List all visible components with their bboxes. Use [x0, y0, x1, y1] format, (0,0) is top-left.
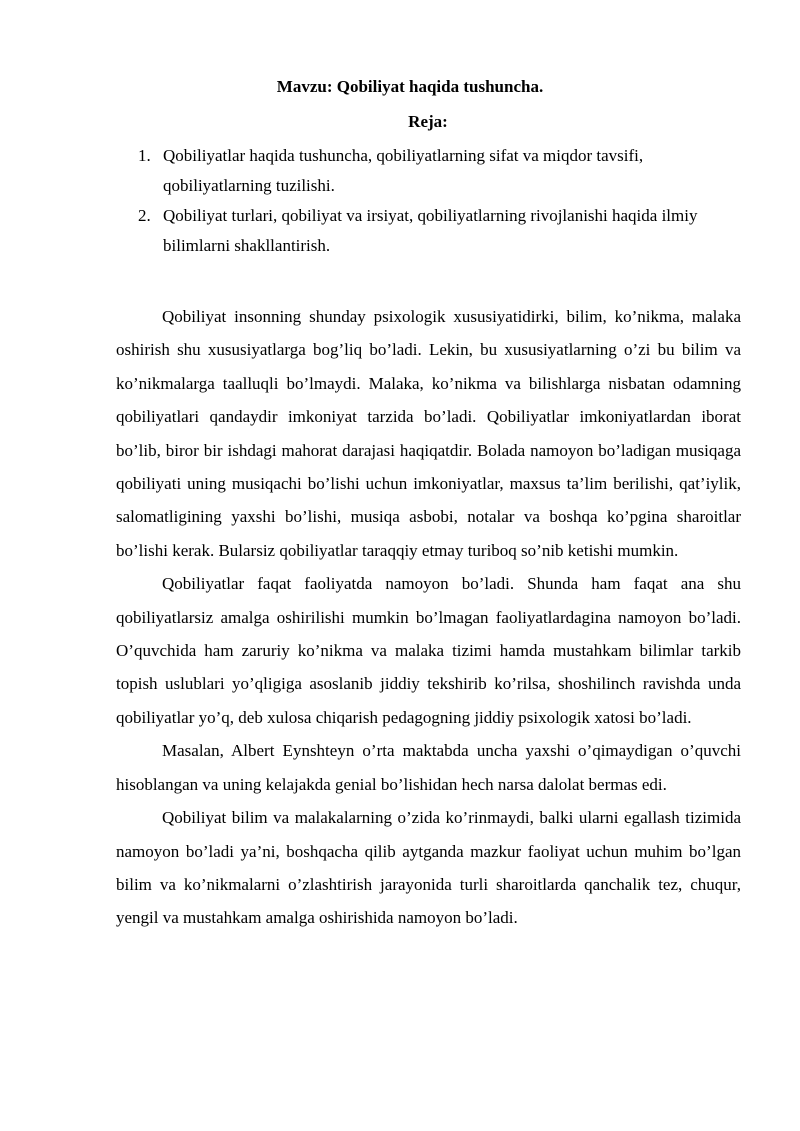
- document-title: Mavzu: Qobiliyat haqida tushuncha.: [276, 77, 544, 96]
- plan-item: [0, 201, 723, 261]
- plan-item-text: Qobiliyat turlari, qobiliyat va irsiyat, qobiliyatlarning rivojlanishi haqida ilmiy bilimlarni shakllantirish.: [163, 206, 698, 255]
- plan-heading: Reja:: [408, 112, 448, 131]
- plan-item-number: 2.: [138, 206, 151, 225]
- plan-item-text: Qobiliyatlar haqida tushuncha, qobiliyatlarning sifat va miqdor tavsifi, qobiliyatlarning tuzilishi.: [163, 146, 644, 195]
- body-paragraph: Qobiliyat insonning shunday psixologik xususiyatidirki, bilim, ko’nikma, malaka oshirish shu xususiyatlarga bog’liq bo’ladi. Lekin, bu xususiyatlarning o’zi bu bilim va ko’nikmalarga taalluqli bo’lmaydi. Malaka, ko’nikma va bilishlarga nisbatan odamning qobiliyatlari qandaydir imkoniyat tarzida bo’ladi. Qobiliyatlar imkoniyatlardan iborat bo’lib, biror bir ishdagi mahorat darajasi haqiqatdir. Bolada namoyon bo’ladigan musiqaga qobiliyati uning musiqachi bo’lishi uchun imkoniyatlar, maxsus ta’lim berilishi, qat’iylik, salomatligining yaxshi bo’lishi, musiqa asbobi, notalar va boshqa ko’pgina sharoitlar bo’lishi kerak. Bularsiz qobiliyatlar taraqqiy etmay turiboq so’nib ketishi mumkin.: [116, 307, 741, 560]
- body-paragraph: Qobiliyatlar faqat faoliyatda namoyon bo’ladi. Shunda ham faqat ana shu qobiliyatlarsiz amalga oshirilishi mumkin bo’lmagan faoliyatlardagina namoyon bo’ladi. O’quvchida ham zaruriy ko’nikma va malaka tizimi hamda mustahkam bilimlar tarkib topish uslublari yo’qligiga asoslanib jiddiy tekshirib ko’rilsa, shoshilinch ravishda unda qobiliyatlar yo’q, deb xulosa chiqarish pedagogning jiddiy psixologik xatosi bo’ladi.: [116, 574, 741, 727]
- body-text: [116, 300, 741, 935]
- plan-list: [0, 141, 723, 261]
- body-paragraph: Qobiliyat bilim va malakalarning o’zida ko’rinmaydi, balki ularni egallash tizimida namoyon bo’ladi ya’ni, boshqacha qilib aytganda mazkur faoliyat uchun muhim bo’lgan bilim va ko’nikmalarni o’zlashtirish jarayonida turli sharoitlarda qanchalik tez, chuqur, yengil va mustahkam amalga oshirishida namoyon bo’ladi.: [116, 808, 741, 928]
- body-paragraph: Masalan, Albert Eynshteyn o’rta maktabda uncha yaxshi o’qimaydigan o’quvchi hisoblangan va uning kelajakda genial bo’lishidan hech narsa dalolat bermas edi.: [116, 741, 741, 794]
- plan-item: [0, 141, 723, 201]
- plan-item-number: 1.: [138, 146, 151, 165]
